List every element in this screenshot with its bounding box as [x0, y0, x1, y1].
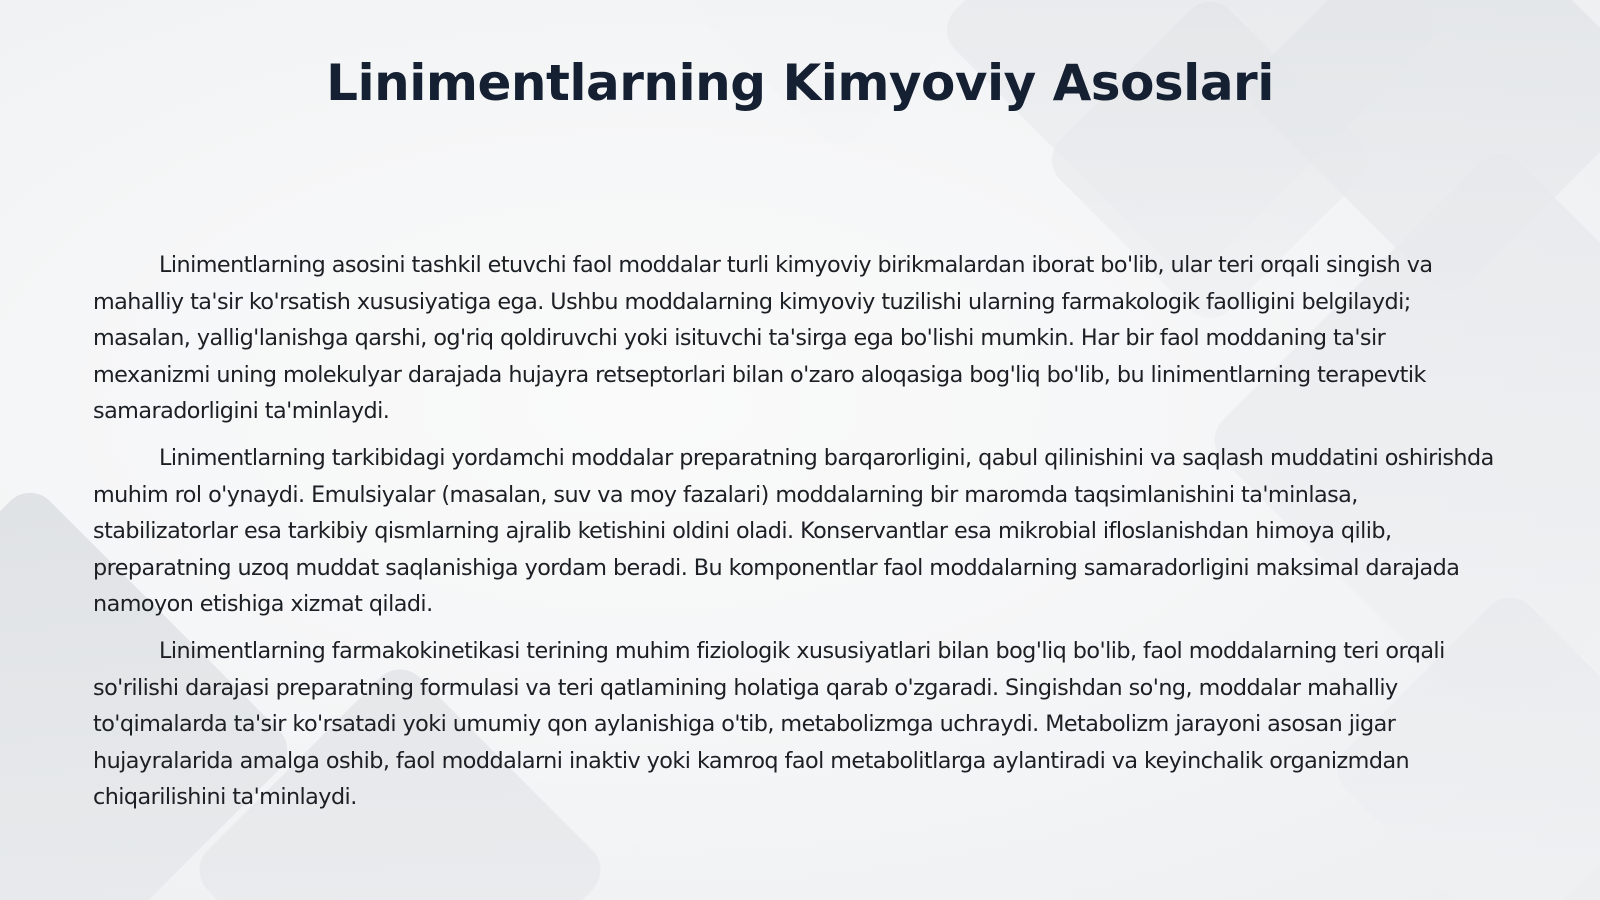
paragraph-excipients: Linimentlarning tarkibidagi yordamchi moddalar preparatning barqarorligini, qabul qilinishini va saqlash muddatini oshirishda muhim rol o'ynaydi. Emulsiyalar (masalan, suv va moy fazalari) moddalarning bir maromda taqsimlanishini ta'minlasa, stabilizatorlar esa tarkibiy qismlarning ajralib ketishini oldini oladi. Konservantlar esa mikrobial ifloslanishdan himoya qilib, preparatning uzoq muddat saqlanishiga yordam beradi. Bu komponentlar faol moddalarning samaradorligini maksimal darajada namoyon etishiga xizmat qiladi.: [93, 444, 1494, 618]
slide-title: Linimentlarning Kimyoviy Asoslari: [326, 54, 1274, 112]
paragraph-active-substances: Linimentlarning asosini tashkil etuvchi faol moddalar turli kimyoviy birikmalardan iborat bo'lib, ular teri orqali singish va mahalliy ta'sir ko'rsatish xususiyatiga ega. Ushbu moddalarning kimyoviy tuzilishi ularning farmakologik faolligini belgilaydi; masalan, yallig'lanishga qarshi, og'riq qoldiruvchi yoki isituvchi ta'sirga ega bo'lishi mumkin. Har bir faol moddaning ta'sir mexanizmi uning molekulyar darajada hujayra retseptorlari bilan o'zaro aloqasiga bog'liq bo'lib, bu linimentlarning terapevtik samaradorligini ta'minlaydi.: [93, 252, 1433, 425]
slide-body: [93, 247, 1505, 826]
paragraph-pharmacokinetics: Linimentlarning farmakokinetikasi terining muhim fiziologik xususiyatlari bilan bog'liq bo'lib, faol moddalarning teri orqali so'rilishi darajasi preparatning formulasi va teri qatlamining holatiga qarab o'zgaradi. Singishdan so'ng, moddalar mahalliy to'qimalarda ta'sir ko'rsatadi yoki umumiy qon aylanishiga o'tib, metabolizmga uchraydi. Metabolizm jarayoni asosan jigar hujayralarida amalga oshib, faol moddalarni inaktiv yoki kamroq faol metabolitlarga aylantiradi va keyinchalik organizmdan chiqarilishini ta'minlaydi.: [93, 637, 1445, 811]
